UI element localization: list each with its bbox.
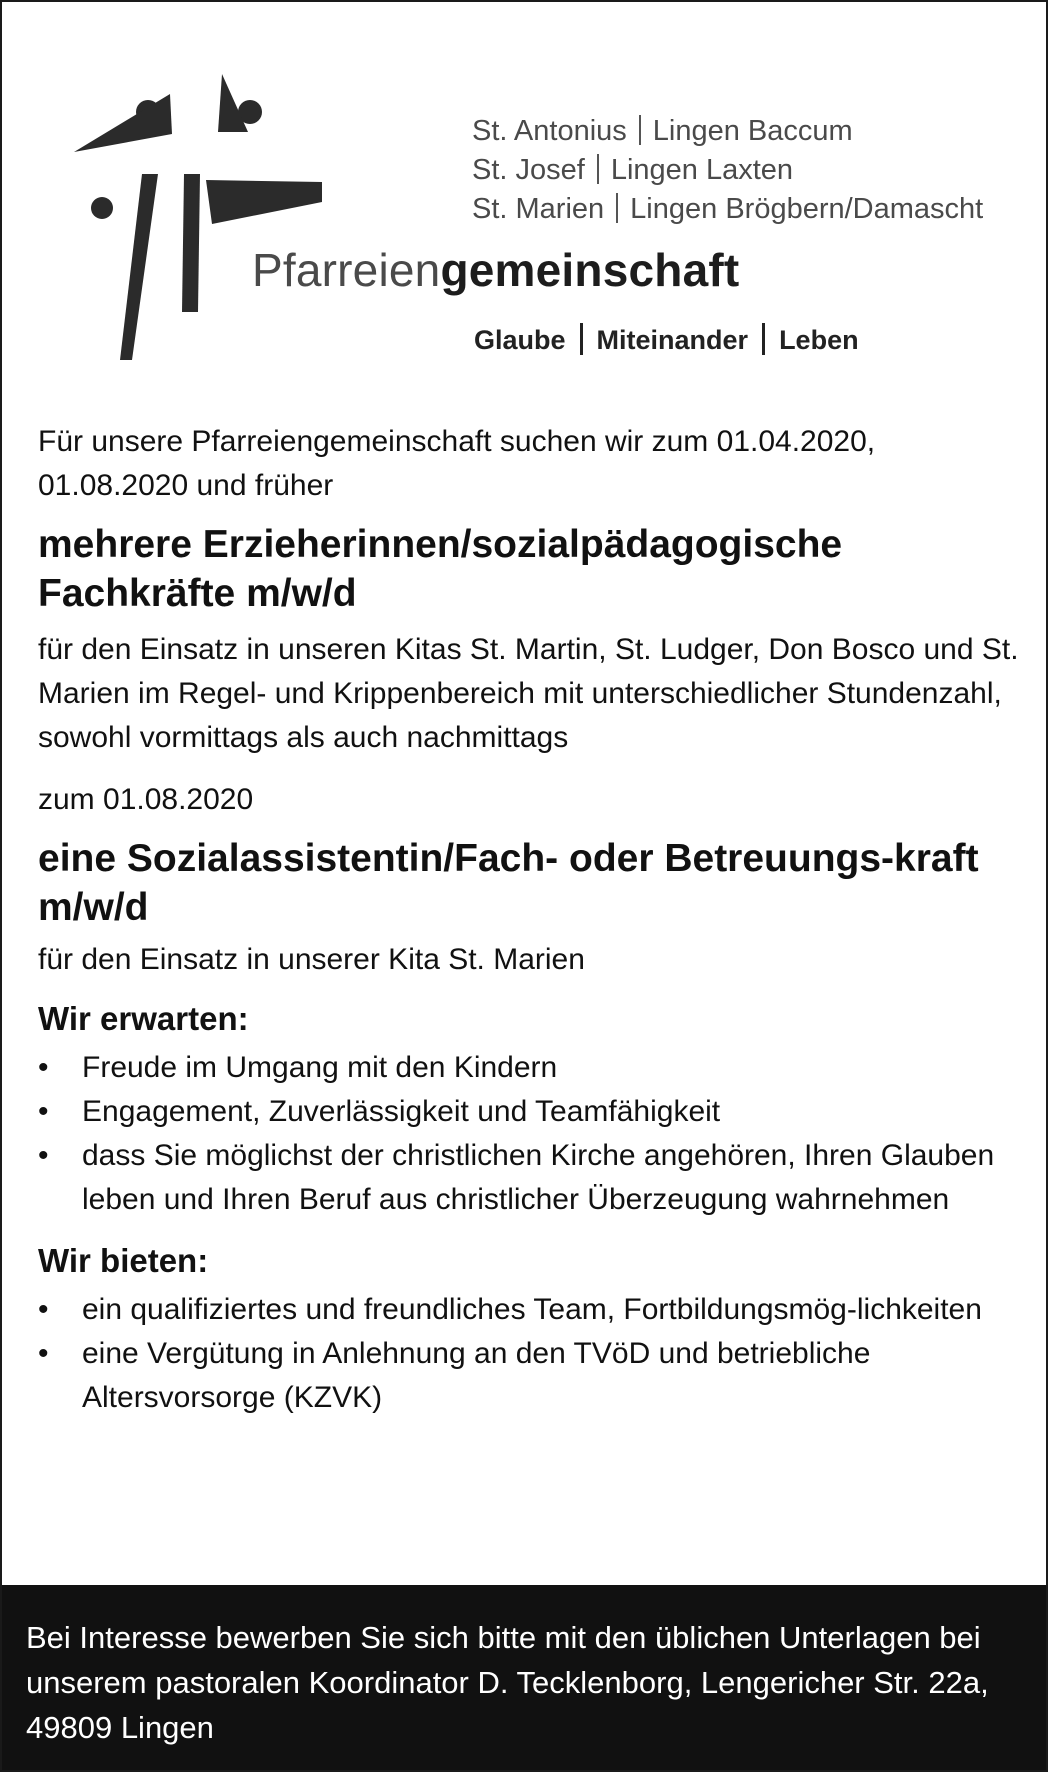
job-description-2: für den Einsatz in unserer Kita St. Marien [38,943,585,976]
parish-list [472,112,983,229]
job-title-1: mehrere Erzieherinnen/sozialpädagogische Fachkräfte m/w/d [38,523,843,615]
start-date-2: zum 01.08.2020 [38,783,254,816]
job-description-1: für den Einsatz in unseren Kitas St. Martin, St. Ludger, Don Bosco und St. Marien im Regel- und Krippenbereich mit unterschiedlicher Stundenzahl, sowohl vormittags als auch nachmittags [38,633,1019,754]
offer-heading: Wir bieten: [38,1242,209,1279]
contact-text: Bei Interesse bewerben Sie sich bitte mit den üblichen Unterlagen bei unserem pastoralen Koordinator D. Tecklenborg, Lengericher Str. 22a, 49809 Lingen [26,1620,989,1745]
list-item: • Engagement, Zuverlässigkeit und Teamfähigkeit [38,1090,1023,1134]
cross-logo-icon [72,74,322,374]
expect-heading: Wir erwarten: [38,1000,249,1037]
intro-text: Für unsere Pfarreiengemeinschaft suchen wir zum 01.04.2020, 01.08.2020 und früher [38,425,876,502]
list-item: • Freude im Umgang mit den Kindern [38,1046,1023,1090]
offer-list [38,1288,1023,1420]
ad-body [38,420,1023,1420]
list-item: • dass Sie möglichst der christlichen Kirche angehören, Ihren Glauben leben und Ihren Beruf aus christlicher Überzeugung wahrnehmen [38,1134,1023,1222]
parish-row: St. Marien Lingen Brögbern/Damascht [472,193,984,225]
list-item: • eine Vergütung in Anlehnung an den TVöD und betriebliche Altersvorsorge (KZVK) [38,1332,1023,1420]
tagline: Glaube Miteinander Leben [474,325,859,355]
brand-name: Pfarreiengemeinschaft [252,244,740,296]
parish-row: St. Josef Lingen Laxten [472,154,794,186]
job-title-2: eine Sozialassistentin/Fach- oder Betreuungs-kraft m/w/d [38,837,979,929]
list-item: • ein qualifiziertes und freundliches Team, Fortbildungsmög-lichkeiten [38,1288,1023,1332]
parish-row: St. Antonius Lingen Baccum [472,115,853,147]
expect-list [38,1046,1023,1222]
contact-footer [2,1585,1046,1772]
